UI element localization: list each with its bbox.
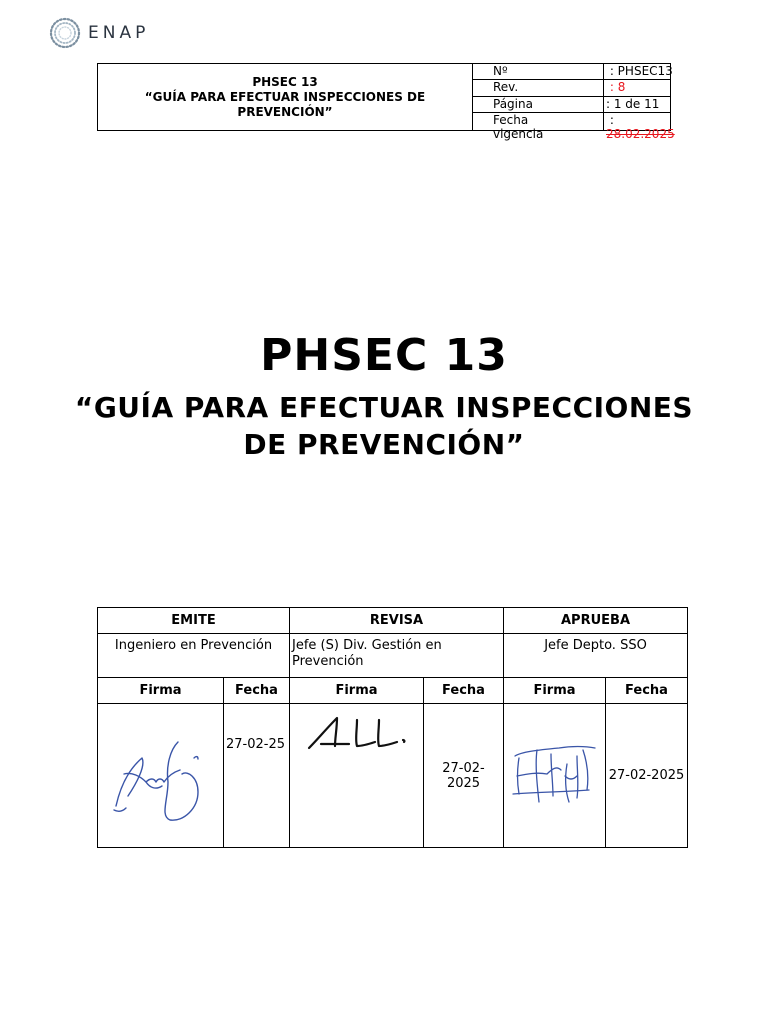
meta-value-number: : PHSEC13 [604, 64, 671, 80]
meta-label-page: Página [473, 96, 604, 112]
page-subtitle [40, 389, 728, 463]
page-title: PHSEC 13 [260, 330, 508, 381]
meta-label-effective-date: Fecha vigencia [473, 113, 604, 131]
signature-aprueba [504, 704, 606, 848]
enap-logo-icon [48, 16, 82, 50]
signature-revisa [290, 704, 424, 848]
firma-header-revisa: Firma [290, 678, 424, 704]
signature-emite [98, 704, 224, 848]
role-revisa: Jefe (S) Div. Gestión en Prevención [290, 634, 504, 678]
date-aprueba: 27-02-2025 [606, 704, 688, 848]
signature-revisa-image [297, 704, 417, 764]
subtitle-line2: DE PREVENCIÓN” [243, 428, 525, 461]
column-header-revisa: REVISA [290, 608, 504, 634]
header-title-line2: PREVENCIÓN” [237, 104, 333, 119]
role-emite: Ingeniero en Prevención [98, 634, 290, 678]
date-revisa: 27-02- 2025 [424, 704, 504, 848]
role-aprueba: Jefe Depto. SSO [504, 634, 688, 678]
meta-value-page: : 1 de 11 [604, 96, 671, 112]
firma-header-aprueba: Firma [504, 678, 606, 704]
document-title-cell [98, 64, 473, 131]
meta-value-effective-date: : 28.02.2025 [604, 113, 671, 131]
signature-emite-image [106, 726, 216, 826]
fecha-header-emite: Fecha [224, 678, 290, 704]
column-header-emite: EMITE [98, 608, 290, 634]
header-title-line1: “GUÍA PARA EFECTUAR INSPECCIONES DE [144, 89, 426, 104]
meta-value-revision: : 8 [604, 80, 671, 96]
firma-header-emite: Firma [98, 678, 224, 704]
fecha-header-revisa: Fecha [424, 678, 504, 704]
subtitle-line1: “GUÍA PARA EFECTUAR INSPECCIONES [74, 391, 694, 424]
approval-table [97, 607, 688, 848]
meta-label-number: Nº [473, 64, 604, 80]
document-header-table [97, 63, 675, 141]
column-header-aprueba: APRUEBA [504, 608, 688, 634]
header-code: PHSEC 13 [252, 74, 318, 89]
meta-label-revision: Rev. [473, 80, 604, 96]
logo-wordmark: ENAP [88, 23, 150, 43]
date-emite: 27-02-25 [224, 704, 290, 848]
fecha-header-aprueba: Fecha [606, 678, 688, 704]
enap-logo [48, 16, 149, 50]
signature-aprueba-image [507, 736, 603, 816]
